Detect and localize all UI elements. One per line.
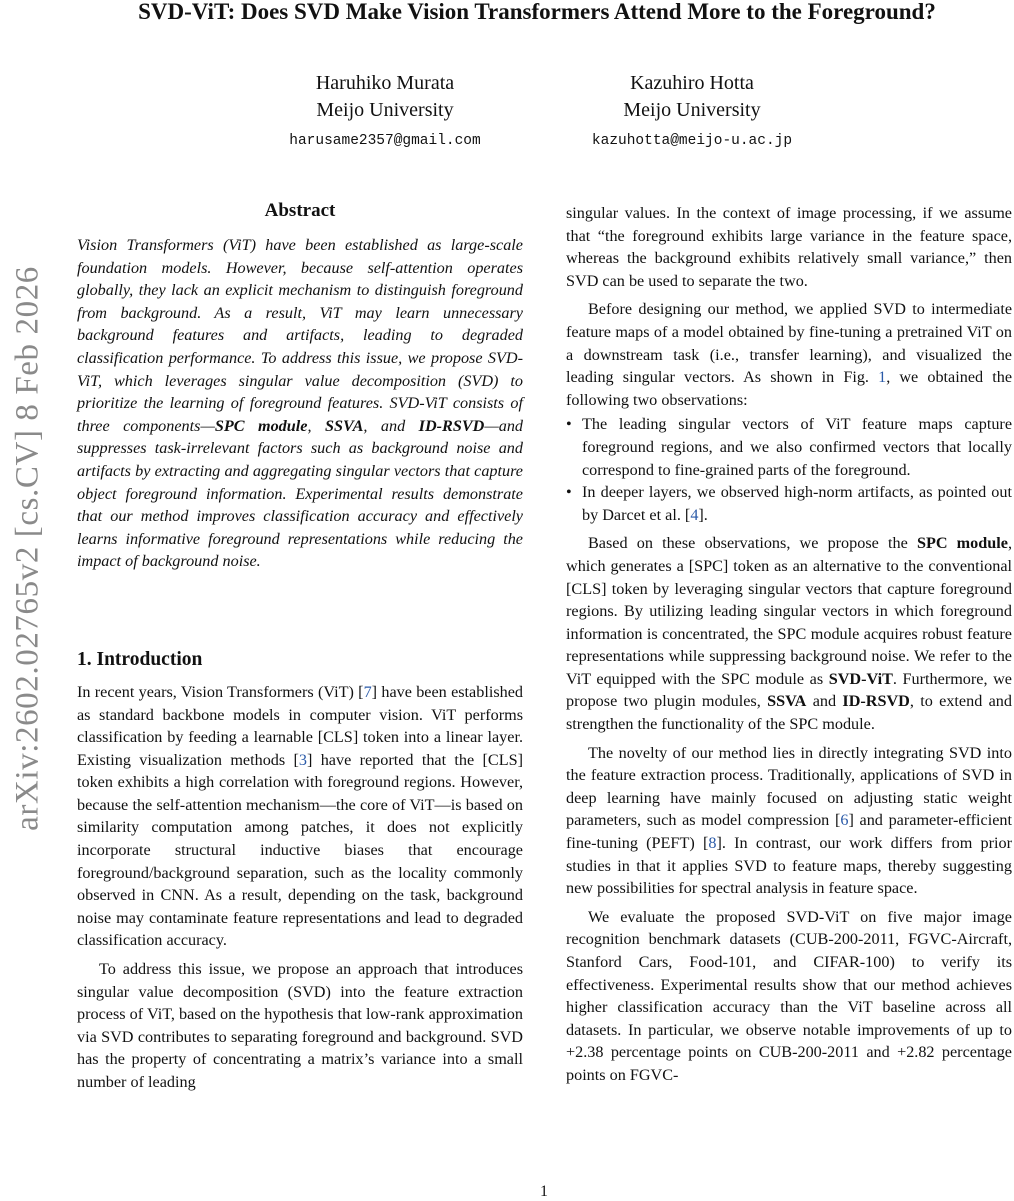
citation-link[interactable]: 8 <box>708 834 717 853</box>
bold-term: SVD-ViT <box>828 669 893 688</box>
author-name: Haruhiko Murata <box>315 72 455 94</box>
intro-paragraph-3 <box>566 298 1012 411</box>
citation-link[interactable]: 4 <box>690 505 699 524</box>
list-item <box>566 413 1012 481</box>
author-2 <box>562 70 822 149</box>
abstract-text: —and suppresses task-irrelevant factors such as background noise and artifacts by extracting and aggregating singular vectors that capture object foreground information. Experimental results demonstrate that our method improves classification accuracy and effectively learns informative foreground representations while reducing the impact of background noise. <box>77 416 524 571</box>
bullet-icon: • <box>566 483 572 502</box>
list-item-text: In deeper layers, we observed high-norm artifacts, as pointed out by Darcet et al. [ <box>582 483 1012 524</box>
abstract-text: Vision Transformers (ViT) have been established as large-scale foundation models. However, because self-attention operates globally, they lack an explicit mechanism to distinguish foreground from background. As a result, ViT may learn unnecessary background features and artifacts, leading to degraded classification performance. To address this issue, we propose SVD-ViT, which leverages singular value decomposition (SVD) to prioritize the learning of foreground features. SVD-ViT consists of three components— <box>77 236 523 435</box>
paragraph-text: , to extend and strengthen the functionality of the SPC module. <box>566 692 1012 734</box>
paragraph-text: , which generates a [SPC] token as an alternative to the conventional [CLS] token by leveraging singular vectors that capture foreground regions. By utilizing leading singular vectors in which foreground information is concentrated, the SPC module acquires robust feature representations while suppressing background noise. We refer to the ViT equipped with the SPC module as <box>566 534 1012 688</box>
author-affiliation: Meijo University <box>316 99 454 121</box>
left-column <box>77 200 523 1094</box>
paragraph-text: Based on these observations, we propose the <box>588 534 917 553</box>
intro-paragraph-1 <box>77 681 523 952</box>
author-email[interactable]: kazuhotta@meijo-u.ac.jp <box>591 133 793 149</box>
bold-term: ID-RSVD <box>842 692 910 711</box>
paragraph-text: In recent years, Vision Transformers (ViT) [ <box>77 682 364 701</box>
paragraph-text: , we obtained the following two observations: <box>566 368 1013 409</box>
paragraph-text: and <box>806 692 843 711</box>
paragraph-text: The novelty of our method lies in directly integrating SVD into the feature extraction process. Traditionally, applications of SVD in deep learning have mainly focused on adjusting static weight parameters, such as model compression [ <box>566 743 1012 830</box>
arxiv-stamp: arXiv:2602.02765v2 [cs.CV] 8 Feb 2026 <box>9 266 46 831</box>
right-column <box>566 202 1012 1087</box>
intro-paragraph-5 <box>566 742 1012 900</box>
citation-link[interactable]: 7 <box>363 682 372 701</box>
author-email[interactable]: harusame2357@gmail.com <box>289 133 481 149</box>
list-item-text: ]. <box>698 505 708 524</box>
citation-link[interactable]: 6 <box>840 811 849 830</box>
abstract-body <box>77 234 523 573</box>
bullet-icon: • <box>566 415 572 434</box>
abstract-term: SPC module <box>214 416 308 435</box>
paragraph-text: ] have reported that the [CLS] token exhibits a high correlation with foreground regions. However, because the self-attention mechanism—the core of ViT—is based on similarity computation among patches, it does not explicitly incorporate structural inductive biases that encourage foreground/background separation, such as the locality commonly observed in CNN. As a result, depending on the task, background noise may contaminate feature representations and lead to degraded classification accuracy. <box>77 750 523 950</box>
paper-title: SVD-ViT: Does SVD Make Vision Transformers Attend More to the Foreground? <box>138 0 936 24</box>
paragraph-text: ] have been established as standard backbone models in computer vision. ViT performs classification by feeding a learnable [CLS] token into a linear layer. Existing visualization methods [ <box>77 682 523 769</box>
section-heading: 1. Introduction <box>77 648 203 670</box>
bold-term: SPC module <box>916 534 1008 553</box>
observation-list <box>566 413 1012 526</box>
abstract-heading: Abstract <box>264 200 336 221</box>
paragraph-text: ]. In contrast, our work differs from prior studies in that it applies SVD to feature maps, thereby suggesting new possibilities for spectral analysis in feature space. <box>566 834 1012 898</box>
bold-term: SSVA <box>767 692 807 711</box>
figure-link[interactable]: 1 <box>878 368 887 387</box>
author-1 <box>255 70 515 149</box>
paragraph-text: Before designing our method, we applied SVD to intermediate feature maps of a model obtained by fine-tuning a pretrained ViT on a downstream task (i.e., transfer learning), and visualized the leading singular vectors. As shown in Fig. <box>566 300 1012 387</box>
abstract-term: SSVA <box>324 416 364 435</box>
abstract-text: , and <box>363 416 419 435</box>
author-name: Kazuhiro Hotta <box>630 72 754 94</box>
page-number: 1 <box>540 1183 548 1200</box>
intro-paragraph-2: To address this issue, we propose an approach that introduces singular value decomposition (SVD) into the feature extraction process of ViT, based on the hypothesis that low-rank approximation via SVD contributes to separating foreground and background. SVD has the property of concentrating a matrix’s variance into a small number of leading <box>77 960 523 1091</box>
paragraph-text: . Furthermore, we propose two plugin modules, <box>566 669 1012 711</box>
author-affiliation: Meijo University <box>623 99 761 121</box>
paragraph-text: ] and parameter-efficient fine-tuning (PEFT) [ <box>566 811 1012 853</box>
list-item-text: The leading singular vectors of ViT feature maps capture foreground regions, and we also confirmed vectors that locally correspond to fine-grained parts of the foreground. <box>582 415 1012 479</box>
citation-link[interactable]: 3 <box>298 750 307 769</box>
intro-paragraph-4 <box>566 532 1012 735</box>
intro-paragraph-6: We evaluate the proposed SVD-ViT on five major image recognition benchmark datasets (CUB-200-2011, FGVC-Aircraft, Stanford Cars, Food-101, and CIFAR-100) to verify its effectiveness. Experimental results show that our method achieves higher classification accuracy than the ViT baseline across all datasets. In particular, we observe notable improvements of up to +2.38 percentage points on CUB-200-2011 and +2.82 percentage points on FGVC- <box>566 907 1012 1084</box>
intro-paragraph-2-cont: singular values. In the context of image processing, if we assume that “the foreground exhibits large variance in the feature space, whereas the background exhibits relatively small variance,” then SVD can be used to separate the two. <box>566 204 1012 290</box>
abstract-term: ID-RSVD <box>418 416 485 435</box>
list-item <box>566 481 1012 526</box>
abstract-text: , <box>307 416 325 435</box>
